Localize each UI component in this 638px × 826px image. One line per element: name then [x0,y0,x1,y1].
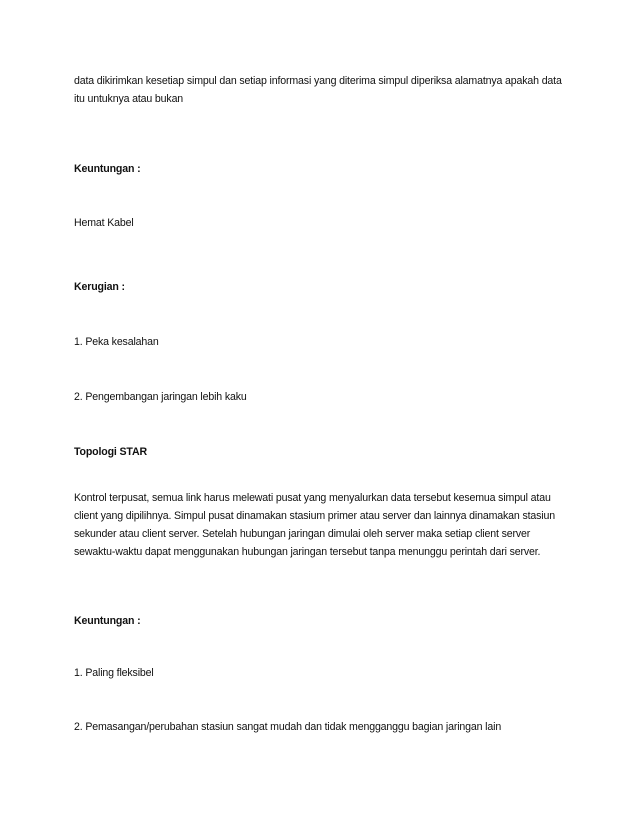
disadvantage-item: 2. Pengembangan jaringan lebih kaku [74,391,247,403]
advantage-item: 1. Paling fleksibel [74,667,154,679]
star-topology-heading: Topologi STAR [74,446,147,458]
advantages-heading: Keuntungan : [74,163,141,175]
advantage-item: Hemat Kabel [74,217,134,229]
advantage-item: 2. Pemasangan/perubahan stasiun sangat mudah dan tidak mengganggu bagian jaringan lain [74,721,502,733]
intro-paragraph: data dikirimkan kesetiap simpul dan setiap informasi yang diterima simpul diperiksa alamatnya apakah data itu untuknya atau bukan [74,75,562,105]
disadvantage-item: 1. Peka kesalahan [74,336,159,348]
star-topology-paragraph: Kontrol terpusat, semua link harus melewati pusat yang menyalurkan data tersebut kesemua simpul atau client yang dipilihnya. Simpul pusat dinamakan stasium primer atau server dan lainnya dinamakan stasiun sekunder atau client server. Setelah hubungan jaringan dimulai oleh server maka setiap client server sewaktu-waktu dapat menggunakan hubungan jaringan tersebut tanpa menunggu perintah dari server. [74,492,555,558]
disadvantages-heading: Kerugian : [74,281,125,293]
advantages-heading: Keuntungan : [74,615,141,627]
